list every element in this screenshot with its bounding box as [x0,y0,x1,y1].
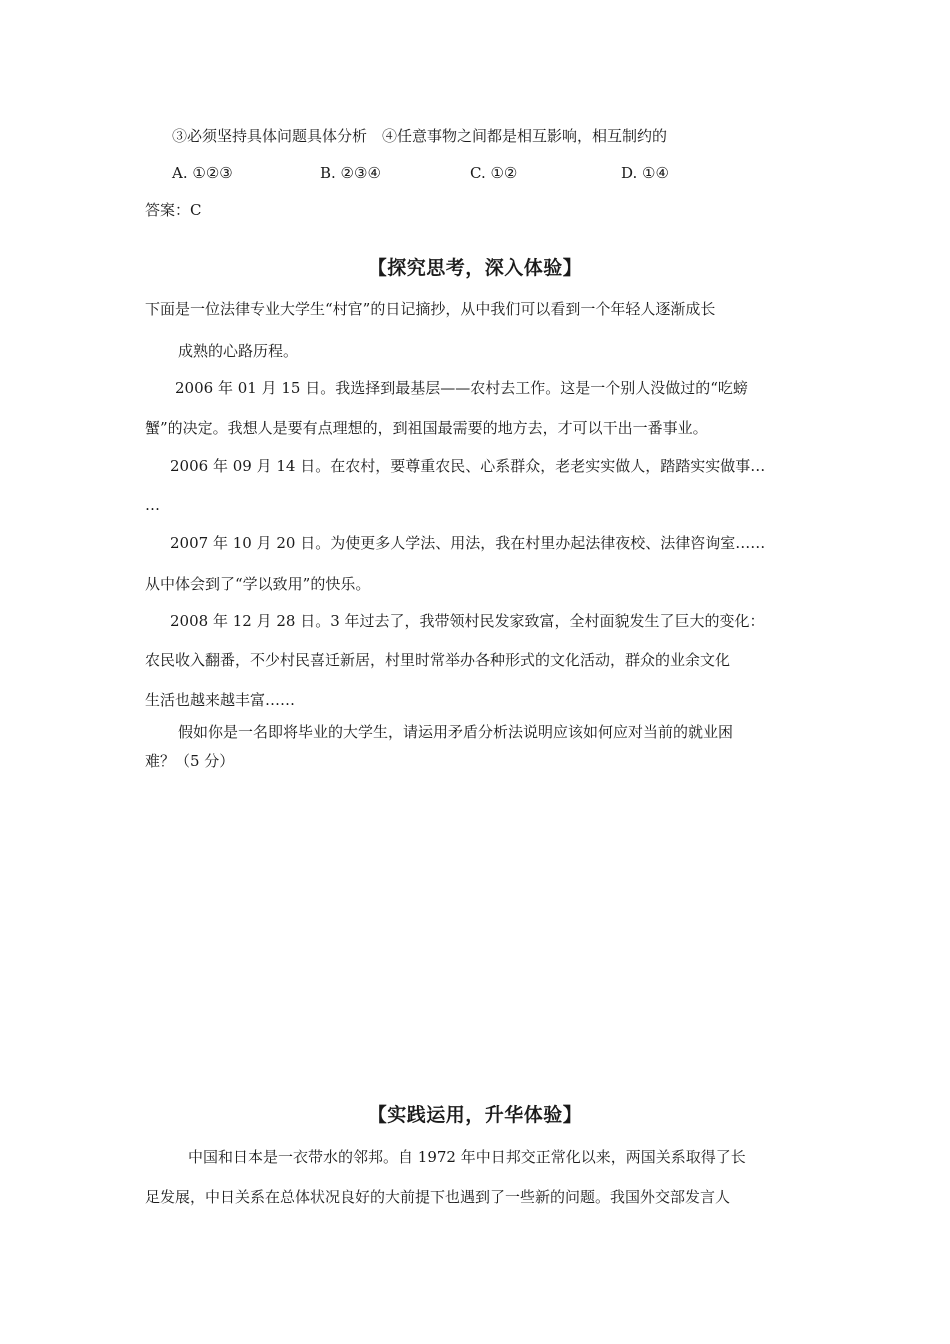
question-statement: ③必须坚持具体问题具体分析 ④任意事物之间都是相互影响，相互制约的 [172,127,668,145]
section-title-practice: 【实践运用，升华体验】 [367,1104,583,1126]
answer-line: 答案：C [145,201,202,219]
diary-entry-3-line-1: 2007 年 10 月 20 日。为使更多人学法、用法，我在村里办起法律夜校、法律咨询室…… [170,534,766,552]
diary-entry-3-line-2: 从中体会到了“学以致用”的快乐。 [145,575,371,593]
section-title-explore: 【探究思考，深入体验】 [367,257,583,279]
practice-para-line-1: 中国和日本是一衣带水的邻邦。自 1972 年中日邦交正常化以来，两国关系取得了长 [188,1148,746,1166]
intro-line-1: 下面是一位法律专业大学生“村官”的日记摘抄，从中我们可以看到一个年轻人逐渐成长 [145,300,716,318]
practice-para-line-2: 足发展，中日关系在总体状况良好的大前提下也遇到了一些新的问题。我国外交部发言人 [145,1188,731,1206]
diary-entry-4-line-3: 生活也越来越丰富…… [145,691,296,709]
intro-line-2: 成熟的心路历程。 [178,342,299,360]
question-line-1: 假如你是一名即将毕业的大学生，请运用矛盾分析法说明应该如何应对当前的就业困 [178,723,734,741]
question-line-2: 难？（5 分） [145,752,235,770]
option-d: D. ①④ [621,164,669,182]
diary-entry-2-line-1: 2006 年 09 月 14 日。在农村，要尊重农民、心系群众，老老实实做人，踏踏实实做事… [170,457,766,475]
diary-entry-1-line-1: 2006 年 01 月 15 日。我选择到最基层——农村去工作。这是一个别人没做过的“吃螃 [175,379,748,397]
option-c: C. ①② [470,164,518,182]
option-b: B. ②③④ [320,164,381,182]
diary-entry-2-line-2: … [145,496,160,514]
diary-entry-4-line-1: 2008 年 12 月 28 日。3 年过去了，我带领村民发家致富，全村面貌发生了巨大的变化： [170,612,765,630]
diary-entry-4-line-2: 农民收入翻番，不少村民喜迁新居，村里时常举办各种形式的文化活动，群众的业余文化 [145,651,731,669]
option-a: A. ①②③ [172,164,233,182]
diary-entry-1-line-2: 蟹”的决定。我想人是要有点理想的，到祖国最需要的地方去，才可以干出一番事业。 [145,419,708,437]
